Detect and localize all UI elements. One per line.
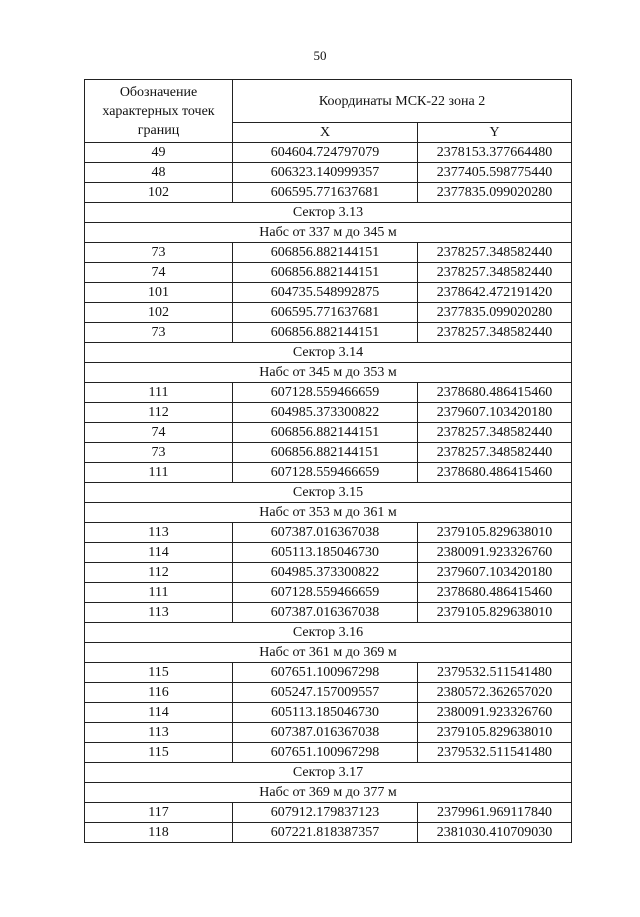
table-row (85, 823, 572, 843)
point-id-cell: 111 (85, 463, 233, 483)
y-coordinate-cell: 2379105.829638010 (418, 523, 572, 543)
y-coordinate-cell: 2378257.348582440 (418, 323, 572, 343)
table-row (85, 163, 572, 183)
x-coordinate-cell: 605113.185046730 (233, 703, 418, 723)
y-coordinate-cell: 2378680.486415460 (418, 583, 572, 603)
point-id-cell: 115 (85, 663, 233, 683)
point-id-cell: 114 (85, 703, 233, 723)
point-id-cell: 48 (85, 163, 233, 183)
y-coordinate-cell: 2379961.969117840 (418, 803, 572, 823)
coordinate-system-header: Координаты МСК-22 зона 2 (233, 80, 572, 123)
sector-height-range: Набс от 345 м до 353 м (85, 363, 572, 383)
x-coordinate-cell: 604604.724797079 (233, 143, 418, 163)
y-coordinate-cell: 2379607.103420180 (418, 403, 572, 423)
sector-title-row (85, 763, 572, 783)
table-row (85, 283, 572, 303)
y-coordinate-cell: 2379532.511541480 (418, 743, 572, 763)
x-coordinate-cell: 607387.016367038 (233, 603, 418, 623)
x-coordinate-cell: 607128.559466659 (233, 463, 418, 483)
point-id-cell: 101 (85, 283, 233, 303)
coordinates-table (84, 79, 572, 843)
point-id-cell: 49 (85, 143, 233, 163)
point-id-cell: 102 (85, 183, 233, 203)
x-coordinate-cell: 607128.559466659 (233, 383, 418, 403)
x-column-header: X (233, 123, 418, 143)
x-coordinate-cell: 604985.373300822 (233, 563, 418, 583)
sector-range-row (85, 363, 572, 383)
point-id-cell: 74 (85, 423, 233, 443)
table-row (85, 563, 572, 583)
point-id-cell: 112 (85, 563, 233, 583)
point-id-cell: 113 (85, 523, 233, 543)
x-coordinate-cell: 605113.185046730 (233, 543, 418, 563)
y-coordinate-cell: 2379607.103420180 (418, 563, 572, 583)
y-coordinate-cell: 2377835.099020280 (418, 183, 572, 203)
table-row (85, 743, 572, 763)
table-row (85, 443, 572, 463)
sector-height-range: Набс от 353 м до 361 м (85, 503, 572, 523)
y-coordinate-cell: 2378257.348582440 (418, 443, 572, 463)
x-coordinate-cell: 606856.882144151 (233, 243, 418, 263)
table-row (85, 383, 572, 403)
y-coordinate-cell: 2377405.598775440 (418, 163, 572, 183)
x-coordinate-cell: 607387.016367038 (233, 523, 418, 543)
x-coordinate-cell: 607387.016367038 (233, 723, 418, 743)
y-coordinate-cell: 2379532.511541480 (418, 663, 572, 683)
x-coordinate-cell: 605247.157009557 (233, 683, 418, 703)
x-coordinate-cell: 607221.818387357 (233, 823, 418, 843)
table-row (85, 183, 572, 203)
sector-title: Сектор 3.13 (85, 203, 572, 223)
x-coordinate-cell: 604985.373300822 (233, 403, 418, 423)
sector-title: Сектор 3.17 (85, 763, 572, 783)
table-row (85, 523, 572, 543)
x-coordinate-cell: 604735.548992875 (233, 283, 418, 303)
table-row (85, 303, 572, 323)
sector-title-row (85, 483, 572, 503)
point-id-cell: 111 (85, 583, 233, 603)
x-coordinate-cell: 606856.882144151 (233, 323, 418, 343)
table-row (85, 583, 572, 603)
x-coordinate-cell: 606595.771637681 (233, 303, 418, 323)
x-coordinate-cell: 606323.140999357 (233, 163, 418, 183)
y-coordinate-cell: 2378642.472191420 (418, 283, 572, 303)
y-coordinate-cell: 2379105.829638010 (418, 603, 572, 623)
y-coordinate-cell: 2378153.377664480 (418, 143, 572, 163)
y-coordinate-cell: 2379105.829638010 (418, 723, 572, 743)
x-coordinate-cell: 606595.771637681 (233, 183, 418, 203)
x-coordinate-cell: 606856.882144151 (233, 443, 418, 463)
y-coordinate-cell: 2378257.348582440 (418, 263, 572, 283)
sector-height-range: Набс от 337 м до 345 м (85, 223, 572, 243)
table-body (85, 143, 572, 843)
x-coordinate-cell: 607912.179837123 (233, 803, 418, 823)
y-coordinate-cell: 2378257.348582440 (418, 423, 572, 443)
sector-height-range: Набс от 369 м до 377 м (85, 783, 572, 803)
sector-title: Сектор 3.14 (85, 343, 572, 363)
y-coordinate-cell: 2380572.362657020 (418, 683, 572, 703)
x-coordinate-cell: 607651.100967298 (233, 663, 418, 683)
sector-title-row (85, 203, 572, 223)
point-id-cell: 73 (85, 443, 233, 463)
point-designation-header: Обозначение характерных точек границ (85, 80, 233, 143)
sector-height-range: Набс от 361 м до 369 м (85, 643, 572, 663)
x-coordinate-cell: 607651.100967298 (233, 743, 418, 763)
point-id-cell: 112 (85, 403, 233, 423)
page-number: 50 (313, 48, 327, 63)
point-id-cell: 115 (85, 743, 233, 763)
sector-range-row (85, 783, 572, 803)
sector-title: Сектор 3.16 (85, 623, 572, 643)
point-id-cell: 73 (85, 243, 233, 263)
point-id-cell: 117 (85, 803, 233, 823)
point-id-cell: 74 (85, 263, 233, 283)
y-coordinate-cell: 2381030.410709030 (418, 823, 572, 843)
table-row (85, 323, 572, 343)
point-id-cell: 113 (85, 723, 233, 743)
table-row (85, 263, 572, 283)
sector-range-row (85, 223, 572, 243)
point-id-cell: 102 (85, 303, 233, 323)
point-id-cell: 118 (85, 823, 233, 843)
table-row (85, 663, 572, 683)
point-id-cell: 73 (85, 323, 233, 343)
table-row (85, 243, 572, 263)
table-header (85, 80, 572, 143)
point-id-cell: 111 (85, 383, 233, 403)
y-coordinate-cell: 2380091.923326760 (418, 703, 572, 723)
table-row (85, 423, 572, 443)
point-id-cell: 116 (85, 683, 233, 703)
point-id-cell: 113 (85, 603, 233, 623)
point-id-cell: 114 (85, 543, 233, 563)
y-coordinate-cell: 2378680.486415460 (418, 463, 572, 483)
table-row (85, 543, 572, 563)
table-row (85, 143, 572, 163)
table-row (85, 703, 572, 723)
x-coordinate-cell: 607128.559466659 (233, 583, 418, 603)
y-coordinate-cell: 2378257.348582440 (418, 243, 572, 263)
table-row (85, 683, 572, 703)
y-coordinate-cell: 2378680.486415460 (418, 383, 572, 403)
table-row (85, 603, 572, 623)
sector-range-row (85, 503, 572, 523)
sector-title-row (85, 623, 572, 643)
y-coordinate-cell: 2380091.923326760 (418, 543, 572, 563)
y-column-header: Y (418, 123, 572, 143)
sector-range-row (85, 643, 572, 663)
sector-title: Сектор 3.15 (85, 483, 572, 503)
sector-title-row (85, 343, 572, 363)
table-row (85, 463, 572, 483)
x-coordinate-cell: 606856.882144151 (233, 263, 418, 283)
x-coordinate-cell: 606856.882144151 (233, 423, 418, 443)
table-row (85, 403, 572, 423)
y-coordinate-cell: 2377835.099020280 (418, 303, 572, 323)
table-row (85, 803, 572, 823)
table-row (85, 723, 572, 743)
